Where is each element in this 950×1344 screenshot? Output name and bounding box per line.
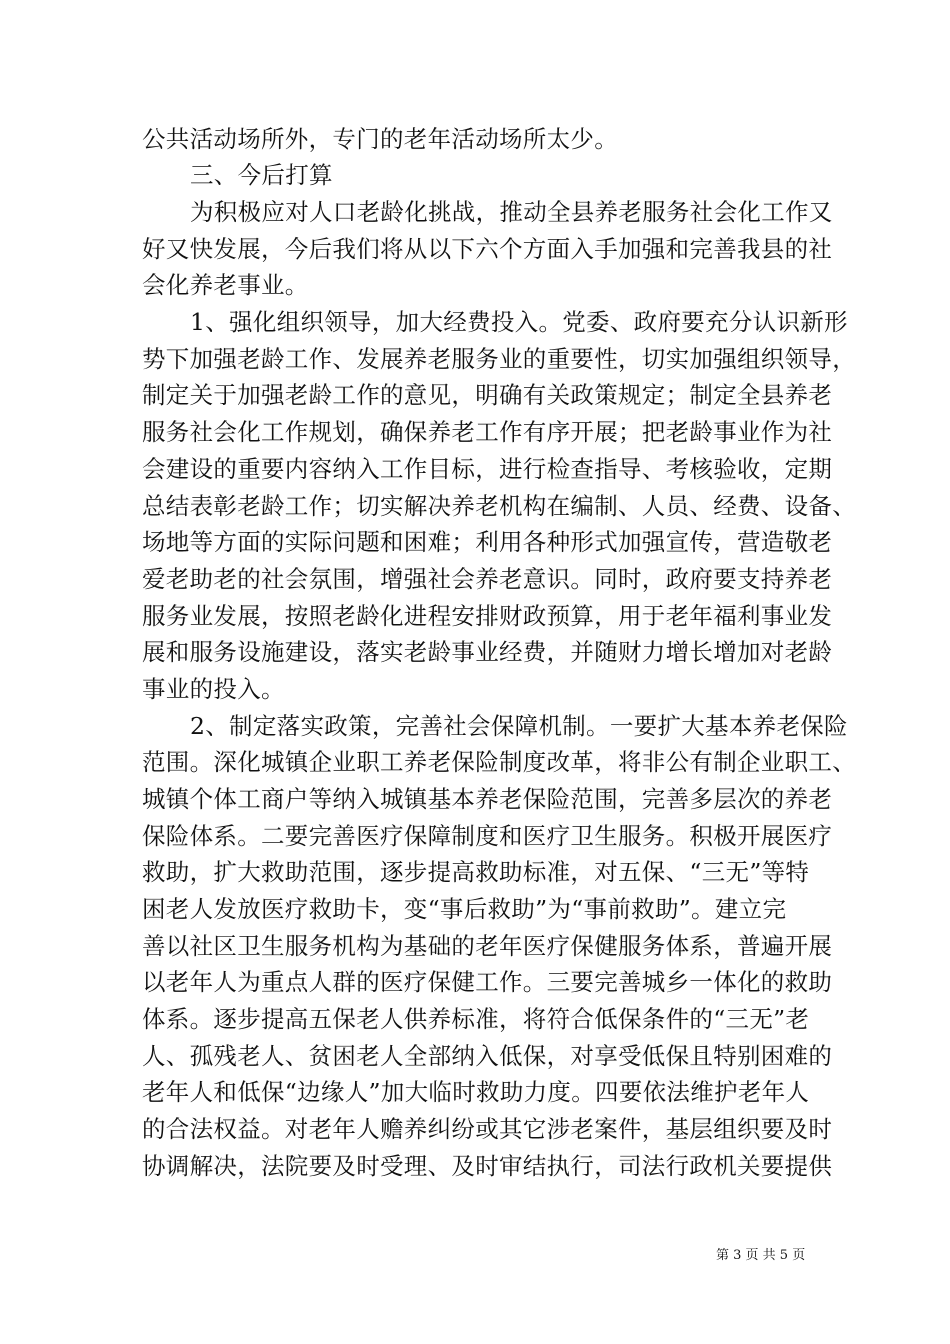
text-line: 会建设的重要内容纳入工作目标，进行检查指导、考核验收，定期	[142, 455, 833, 483]
text-line: 爱老助老的社会氛围，增强社会养老意识。同时，政府要支持养老	[142, 565, 833, 593]
text-line: 服务业发展，按照老龄化进程安排财政预算，用于老年福利事业发	[142, 602, 833, 630]
text-line: 范围。深化城镇企业职工养老保险制度改革，将非公有制企业职工、	[142, 748, 856, 776]
text-line: 事业的投入。	[142, 675, 285, 703]
text-line: 老年人和低保“边缘人”加大临时救助力度。四要依法维护老年人	[142, 1078, 810, 1106]
text-line: 救助，扩大救助范围，逐步提高救助标准，对五保、“三无”等特	[142, 858, 810, 886]
text-line: 城镇个体工商户等纳入城镇基本养老保险范围，完善多层次的养老	[142, 785, 833, 813]
text-line: 制定关于加强老龄工作的意见，明确有关政策规定；制定全县养老	[142, 381, 833, 409]
text-line: 协调解决，法院要及时受理、及时审结执行，司法行政机关要提供	[142, 1152, 833, 1180]
text-line: 体系。逐步提高五保老人供养标准，将符合低保条件的“三无”老	[142, 1005, 810, 1033]
text-line: 总结表彰老龄工作；切实解决养老机构在编制、人员、经费、设备、	[142, 492, 856, 520]
text-line: 会化养老事业。	[142, 271, 309, 299]
text-line: 1、强化组织领导，加大经费投入。党委、政府要充分认识新形	[190, 308, 848, 336]
text-line: 服务社会化工作规划，确保养老工作有序开展；把老龄事业作为社	[142, 418, 833, 446]
text-line: 保险体系。二要完善医疗保障制度和医疗卫生服务。积极开展医疗	[142, 822, 833, 850]
text-line: 善以社区卫生服务机构为基础的老年医疗保健服务体系，普遍开展	[142, 932, 833, 960]
section-heading: 三、今后打算	[190, 161, 333, 189]
text-line: 为积极应对人口老龄化挑战，推动全县养老服务社会化工作又	[190, 198, 833, 226]
text-line: 展和服务设施建设，落实老龄事业经费，并随财力增长增加对老龄	[142, 638, 833, 666]
text-line: 场地等方面的实际问题和困难；利用各种形式加强宣传，营造敬老	[142, 528, 833, 556]
text-line: 2、制定落实政策，完善社会保障机制。一要扩大基本养老保险	[190, 712, 848, 740]
page-number: 第 3 页 共 5 页	[716, 1248, 806, 1263]
text-line: 公共活动场所外，专门的老年活动场所太少。	[142, 125, 618, 153]
text-line: 以老年人为重点人群的医疗保健工作。三要完善城乡一体化的救助	[142, 968, 833, 996]
text-line: 势下加强老龄工作、发展养老服务业的重要性，切实加强组织领导，	[142, 345, 856, 373]
text-line: 的合法权益。对老年人赡养纠纷或其它涉老案件，基层组织要及时	[142, 1115, 833, 1143]
text-line: 好又快发展，今后我们将从以下六个方面入手加强和完善我县的社	[142, 235, 833, 263]
text-line: 困老人发放医疗救助卡，变“事后救助”为“事前救助”。建立完	[142, 895, 787, 923]
text-line: 人、孤残老人、贫困老人全部纳入低保，对享受低保且特别困难的	[142, 1042, 833, 1070]
